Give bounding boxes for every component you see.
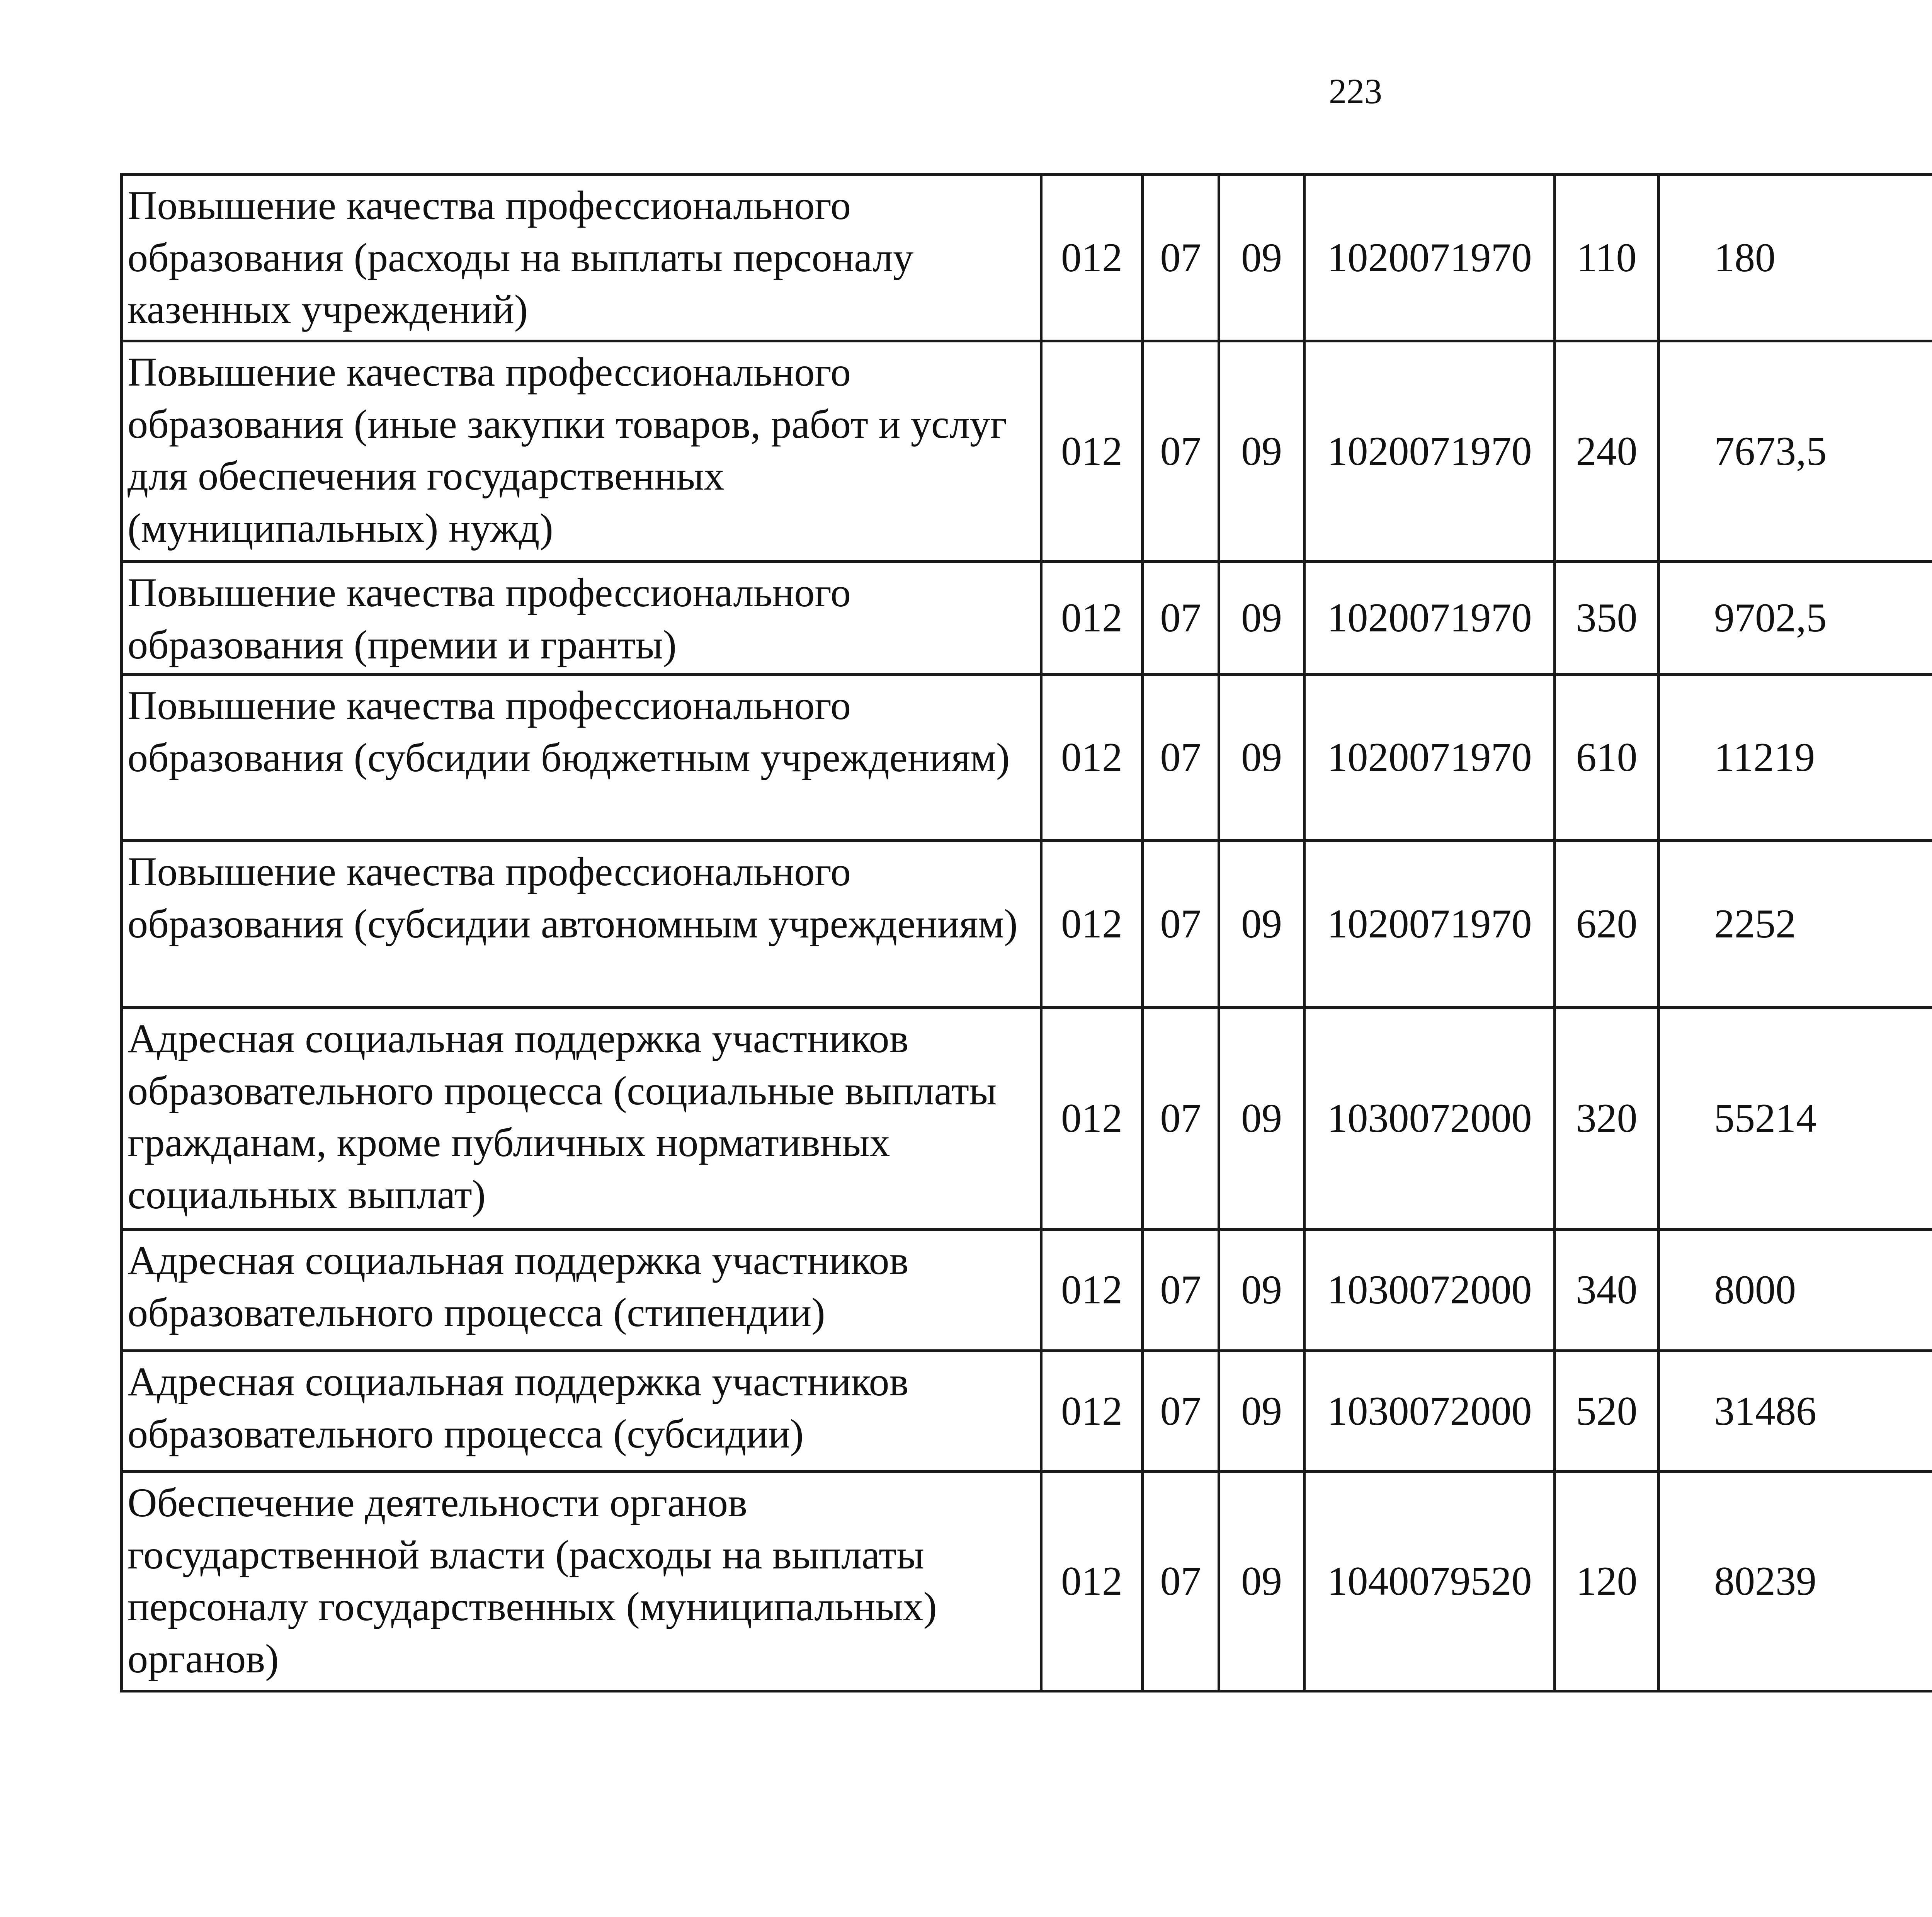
subsection-code: 09 (1219, 175, 1304, 341)
ministry-code: 012 (1041, 1008, 1143, 1230)
subsection-code: 09 (1219, 341, 1304, 562)
subsection-code: 09 (1219, 1008, 1304, 1230)
row-description: Адресная социальная поддержка участников образовательного процесса (субсидии) (122, 1351, 1041, 1472)
table-row (122, 1351, 1932, 1472)
expense-type-code: 110 (1555, 175, 1659, 341)
subsection-code: 09 (1219, 1230, 1304, 1351)
page-number: 223 (1329, 71, 1382, 111)
section-code: 07 (1143, 1472, 1219, 1691)
row-description: Повышение качества профессионального образования (премии и гранты) (122, 562, 1041, 675)
amount-year-1: 31486 (1659, 1351, 1932, 1472)
ministry-code: 012 (1041, 175, 1143, 341)
target-article-code: 1020071970 (1304, 841, 1555, 1008)
section-code: 07 (1143, 1351, 1219, 1472)
ministry-code: 012 (1041, 841, 1143, 1008)
row-description: Адресная социальная поддержка участников образовательного процесса (социальные выплаты гражданам, кроме публичных нормативных социальных выплат) (122, 1008, 1041, 1230)
row-description: Повышение качества профессионального образования (субсидии автономным учреждениям) (122, 841, 1041, 1008)
amount-year-1: 11219 (1659, 675, 1932, 841)
expense-type-code: 120 (1555, 1472, 1659, 1691)
section-code: 07 (1143, 562, 1219, 675)
target-article-code: 1030072000 (1304, 1008, 1555, 1230)
row-description: Повышение качества профессионального образования (расходы на выплаты персоналу казенных учреждений) (122, 175, 1041, 341)
amount-year-1: 9702,5 (1659, 562, 1932, 675)
expense-type-code: 320 (1555, 1008, 1659, 1230)
subsection-code: 09 (1219, 841, 1304, 1008)
budget-table (120, 173, 1932, 1692)
ministry-code: 012 (1041, 1230, 1143, 1351)
row-description: Обеспечение деятельности органов государственной власти (расходы на выплаты персоналу государственных (муниципальных) органов) (122, 1472, 1041, 1691)
table-row (122, 675, 1932, 841)
amount-year-1: 80239 (1659, 1472, 1932, 1691)
section-code: 07 (1143, 1008, 1219, 1230)
ministry-code: 012 (1041, 1351, 1143, 1472)
section-code: 07 (1143, 841, 1219, 1008)
table-row (122, 341, 1932, 562)
table-row (122, 1472, 1932, 1691)
expense-type-code: 340 (1555, 1230, 1659, 1351)
section-code: 07 (1143, 175, 1219, 341)
table-row (122, 175, 1932, 341)
table-row (122, 1008, 1932, 1230)
ministry-code: 012 (1041, 341, 1143, 562)
row-description: Повышение качества профессионального образования (субсидии бюджетным учреждениям) (122, 675, 1041, 841)
target-article-code: 1020071970 (1304, 175, 1555, 341)
subsection-code: 09 (1219, 1351, 1304, 1472)
amount-year-1: 2252 (1659, 841, 1932, 1008)
target-article-code: 1020071970 (1304, 675, 1555, 841)
amount-year-1: 7673,5 (1659, 341, 1932, 562)
expense-type-code: 240 (1555, 341, 1659, 562)
amount-year-1: 55214 (1659, 1008, 1932, 1230)
table-body (122, 175, 1932, 1691)
expense-type-code: 520 (1555, 1351, 1659, 1472)
ministry-code: 012 (1041, 675, 1143, 841)
amount-year-1: 180 (1659, 175, 1932, 341)
target-article-code: 1020071970 (1304, 562, 1555, 675)
expense-type-code: 610 (1555, 675, 1659, 841)
section-code: 07 (1143, 675, 1219, 841)
subsection-code: 09 (1219, 1472, 1304, 1691)
target-article-code: 1030072000 (1304, 1351, 1555, 1472)
ministry-code: 012 (1041, 1472, 1143, 1691)
section-code: 07 (1143, 341, 1219, 562)
target-article-code: 1030072000 (1304, 1230, 1555, 1351)
subsection-code: 09 (1219, 562, 1304, 675)
target-article-code: 1040079520 (1304, 1472, 1555, 1691)
table-row (122, 562, 1932, 675)
amount-year-1: 8000 (1659, 1230, 1932, 1351)
subsection-code: 09 (1219, 675, 1304, 841)
section-code: 07 (1143, 1230, 1219, 1351)
row-description: Повышение качества профессионального образования (иные закупки товаров, работ и услуг для обеспечения государственных (муниципальных) нужд) (122, 341, 1041, 562)
row-description: Адресная социальная поддержка участников образовательного процесса (стипендии) (122, 1230, 1041, 1351)
table-row (122, 1230, 1932, 1351)
table-row (122, 841, 1932, 1008)
target-article-code: 1020071970 (1304, 341, 1555, 562)
expense-type-code: 350 (1555, 562, 1659, 675)
expense-type-code: 620 (1555, 841, 1659, 1008)
ministry-code: 012 (1041, 562, 1143, 675)
